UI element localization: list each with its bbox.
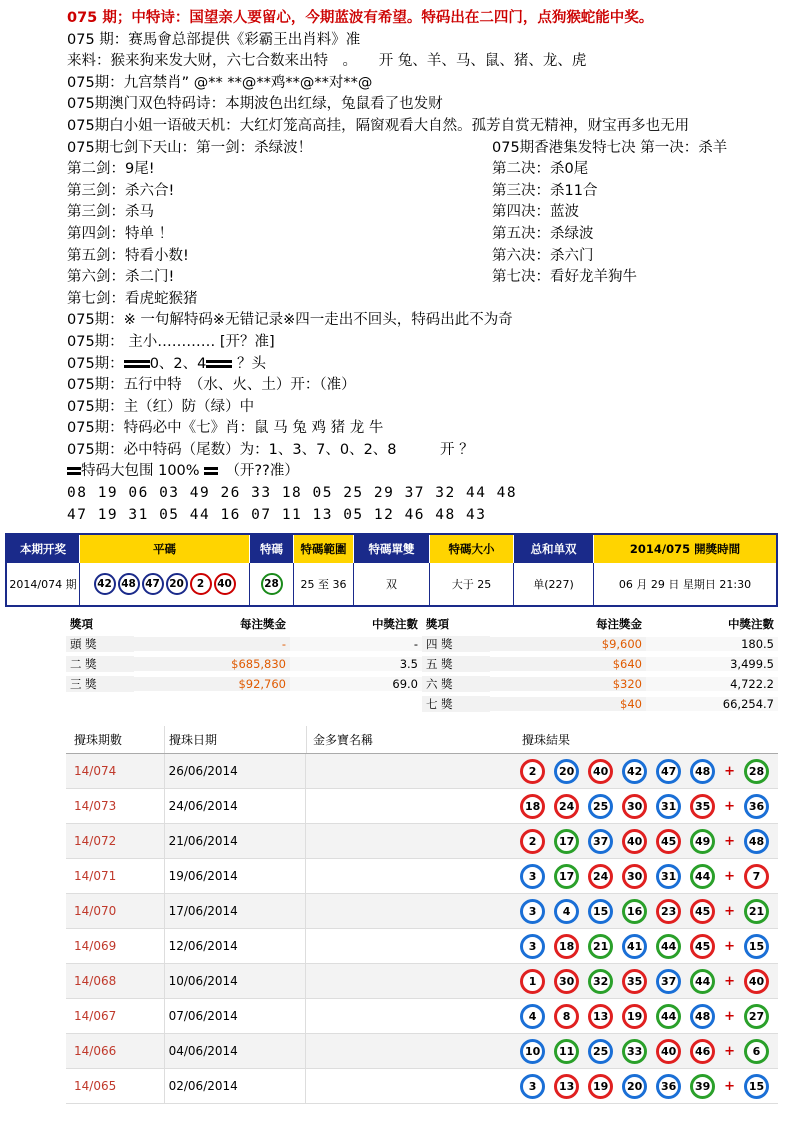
- history-date: 12/06/2014: [164, 929, 305, 963]
- table-row: [66, 1069, 778, 1104]
- ball: 48: [690, 1004, 715, 1029]
- history-date: 24/06/2014: [164, 789, 305, 823]
- bar-glyph: [67, 467, 81, 475]
- tip-left: 第五剑：特看小数!: [67, 247, 189, 264]
- special-ball-cell: [250, 563, 294, 605]
- ball: 30: [554, 969, 579, 994]
- ball: 37: [588, 829, 613, 854]
- ball: 35: [690, 794, 715, 819]
- tip-line-pair: [67, 267, 787, 289]
- history-period: 14/066: [74, 1044, 117, 1058]
- history-result: [516, 899, 778, 924]
- tip-right: 第六决：杀六门: [492, 247, 594, 264]
- ball: 2: [520, 759, 545, 784]
- prize-header: 獎項 每注獎金 中獎注數: [422, 614, 778, 634]
- tip-right: 075期香港集发特七决 第一决：杀羊: [492, 139, 728, 156]
- history-result: [516, 969, 778, 994]
- history-name: [305, 964, 516, 998]
- prize-table: [66, 614, 778, 714]
- ball: 48: [118, 573, 140, 595]
- tip-line-pair: [67, 181, 787, 203]
- header-cell: 金多寶名稱: [306, 726, 518, 753]
- sum-odd-even: 单(227): [514, 563, 594, 605]
- special-size: 大于 25: [430, 563, 514, 605]
- plus-icon: +: [724, 903, 735, 919]
- tip-line-pair: [67, 202, 787, 224]
- special-ball: 15: [744, 934, 769, 959]
- history-period: 14/072: [74, 834, 117, 848]
- history-period: 14/074: [74, 764, 117, 778]
- header-cell: 特碼大小: [430, 535, 514, 563]
- ball: 36: [656, 1074, 681, 1099]
- history-date: 07/06/2014: [164, 999, 305, 1033]
- tip-left: 第六剑：杀二门!: [67, 269, 175, 286]
- history-date: 02/06/2014: [164, 1069, 305, 1103]
- tip-line-pair: [67, 246, 787, 268]
- tip-right: 第三决：杀11合: [492, 182, 598, 199]
- ball: 30: [622, 864, 647, 889]
- special-ball: 40: [744, 969, 769, 994]
- special-ball: 6: [744, 1039, 769, 1064]
- plus-icon: +: [724, 798, 735, 814]
- ball: 3: [520, 934, 545, 959]
- tip-line: 075期澳门双色特码诗：本期波色出红绿，兔鼠看了也发财: [67, 96, 443, 113]
- ball: 3: [520, 1074, 545, 1099]
- draw-data-row: [7, 563, 776, 605]
- special-ball: 28: [744, 759, 769, 784]
- header-cell: 本期开奖: [7, 535, 80, 563]
- ball: 4: [554, 899, 579, 924]
- history-result: [516, 1074, 778, 1099]
- ball: 35: [622, 969, 647, 994]
- ball: 45: [690, 899, 715, 924]
- history-name: [305, 999, 516, 1033]
- plus-icon: +: [724, 868, 735, 884]
- prize-row: 二 獎 $685,830 3.5: [66, 654, 422, 674]
- latest-draw-table: [5, 533, 778, 607]
- prize-row: 六 獎 $320 4,722.2: [422, 674, 778, 694]
- history-header: [66, 726, 778, 754]
- ball: 25: [588, 1039, 613, 1064]
- ball: 44: [690, 864, 715, 889]
- plus-icon: +: [724, 833, 735, 849]
- history-period: 14/068: [74, 974, 117, 988]
- table-row: [66, 789, 778, 824]
- ball: 31: [656, 864, 681, 889]
- special-ball: 27: [744, 1004, 769, 1029]
- ball: 18: [520, 794, 545, 819]
- special-ball: 36: [744, 794, 769, 819]
- history-date: 21/06/2014: [164, 824, 305, 858]
- tip-line: 075期：主（红）防（绿）中: [67, 398, 255, 415]
- next-draw-time: 06 月 29 日 星期日 21:30: [618, 578, 752, 591]
- history-period: 14/067: [74, 1009, 117, 1023]
- header-cell: 特碼單雙: [354, 535, 430, 563]
- ball: 17: [554, 864, 579, 889]
- tip-line: 第七剑：看虎蛇猴猪: [67, 290, 198, 307]
- history-result: [516, 864, 778, 889]
- ball: 23: [656, 899, 681, 924]
- history-name: [305, 824, 516, 858]
- plus-icon: +: [724, 938, 735, 954]
- tip-line: 075期：※ 一句解特码※无错记录※四一走出不回头，特码出此不为奇: [67, 312, 513, 329]
- ball: 16: [622, 899, 647, 924]
- history-date: 26/06/2014: [164, 754, 305, 788]
- history-date: 17/06/2014: [164, 894, 305, 928]
- history-date: 04/06/2014: [164, 1034, 305, 1068]
- history-name: [305, 859, 516, 893]
- ball: 21: [588, 934, 613, 959]
- prize-table-right: [422, 614, 778, 714]
- ball: 46: [690, 1039, 715, 1064]
- history-period: 14/069: [74, 939, 117, 953]
- special-ball: 21: [744, 899, 769, 924]
- special-ball: 7: [744, 864, 769, 889]
- table-row: [66, 1034, 778, 1069]
- history-name: [305, 754, 516, 788]
- special-ball: 48: [744, 829, 769, 854]
- history-period: 14/071: [74, 869, 117, 883]
- history-name: [305, 1034, 516, 1068]
- ball: 42: [94, 573, 116, 595]
- special-ball: 28: [261, 573, 283, 595]
- prize-row: 七 獎 $40 66,254.7: [422, 694, 778, 714]
- plus-icon: +: [724, 1043, 735, 1059]
- history-name: [305, 929, 516, 963]
- tip-left: 第四剑：特单 ！: [67, 225, 174, 242]
- ball: 44: [656, 934, 681, 959]
- history-result: [516, 1039, 778, 1064]
- ball: 19: [588, 1074, 613, 1099]
- ball: 3: [520, 864, 545, 889]
- history-name: [305, 789, 516, 823]
- prediction-text-block: [67, 8, 787, 526]
- bar-glyph: [124, 360, 150, 368]
- history-period: 14/065: [74, 1079, 117, 1093]
- ball: 1: [520, 969, 545, 994]
- prize-row: 三 獎 $92,760 69.0: [66, 674, 422, 694]
- ball: 41: [622, 934, 647, 959]
- history-period: 14/073: [74, 799, 117, 813]
- ball: 2: [520, 829, 545, 854]
- header-cell: 攪珠結果: [522, 733, 571, 747]
- ball: 8: [554, 1004, 579, 1029]
- tip-line: 075期：五行中特 （水、火、土）开：（准）: [67, 377, 356, 394]
- ball: 32: [588, 969, 613, 994]
- ball: 24: [554, 794, 579, 819]
- plus-icon: +: [724, 763, 735, 779]
- ball: 2: [190, 573, 212, 595]
- prize-row: 四 獎 $9,600 180.5: [422, 634, 778, 654]
- ball: 3: [520, 899, 545, 924]
- prize-table-left: [66, 614, 422, 714]
- header-cell: 平碼: [80, 535, 250, 563]
- tip-right: 第二决：杀0尾: [492, 161, 589, 178]
- tip-left: 第三剑：杀六合!: [67, 182, 175, 199]
- ball: 24: [588, 864, 613, 889]
- ball: 40: [214, 573, 236, 595]
- ball: 20: [622, 1074, 647, 1099]
- ball: 40: [656, 1039, 681, 1064]
- tip-left: 第三剑：杀马: [67, 204, 154, 221]
- ball: 11: [554, 1039, 579, 1064]
- bar-glyph: [206, 360, 232, 368]
- header-cell: 2014/075 開獎時間: [594, 535, 776, 563]
- ball: 48: [690, 759, 715, 784]
- ball: 39: [690, 1074, 715, 1099]
- plus-icon: +: [724, 973, 735, 989]
- plus-icon: +: [724, 1078, 735, 1094]
- tip-line: 特码大包围 100% （开??准）: [67, 461, 787, 483]
- history-result: [516, 829, 778, 854]
- ball: 49: [690, 829, 715, 854]
- ball: 40: [622, 829, 647, 854]
- tip-line: 来料：猴来狗来发大财，六七合数来出特 。 开 兔、羊、马、鼠、猪、龙、虎: [67, 53, 587, 70]
- history-name: [305, 1069, 516, 1103]
- special-ball: 15: [744, 1074, 769, 1099]
- tip-line: 075期： 0、2、4 ？头: [67, 355, 266, 372]
- table-row: [66, 999, 778, 1034]
- number-list: 08 19 06 03 49 26 33 18 05 25 29 37 32 44 48: [67, 485, 518, 502]
- history-date: 19/06/2014: [164, 859, 305, 893]
- ball: 30: [622, 794, 647, 819]
- ball: 25: [588, 794, 613, 819]
- special-range: 25 至 36: [294, 563, 354, 605]
- plus-icon: +: [724, 1008, 735, 1024]
- header-cell: 攪珠日期: [164, 726, 306, 753]
- ball: 45: [690, 934, 715, 959]
- prize-row: 五 獎 $640 3,499.5: [422, 654, 778, 674]
- history-period: 14/070: [74, 904, 117, 918]
- tip-left: 075期七剑下天山：第一剑：杀绿波！: [67, 139, 313, 156]
- prize-row: 頭 獎 - -: [66, 634, 422, 654]
- tip-line-pair: [67, 159, 787, 181]
- table-row: [66, 754, 778, 789]
- tip-right: 第五决：杀绿波: [492, 225, 594, 242]
- ball: 47: [656, 759, 681, 784]
- table-row: [66, 894, 778, 929]
- ball: 4: [520, 1004, 545, 1029]
- draw-history-table: [66, 726, 778, 1104]
- ball: 20: [166, 573, 188, 595]
- ball: 20: [554, 759, 579, 784]
- table-row: [66, 859, 778, 894]
- ball: 19: [622, 1004, 647, 1029]
- tip-line: 075期：必中特码（尾数）为：1、3、7、0、2、8 开 ？: [67, 441, 474, 458]
- history-result: [516, 759, 778, 784]
- ball: 42: [622, 759, 647, 784]
- header-cell: 特碼: [250, 535, 294, 563]
- tip-line: 075期白小姐一语破天机：大红灯笼高高挂，隔窗观看大自然。孤芳自赏无精神，财宝再多也无用: [67, 117, 690, 134]
- ball: 44: [690, 969, 715, 994]
- ball: 17: [554, 829, 579, 854]
- history-result: [516, 934, 778, 959]
- draw-period: 2014/074 期: [7, 563, 80, 605]
- tip-right: 第七决：看好龙羊狗牛: [492, 269, 637, 286]
- table-row: [66, 824, 778, 859]
- history-name: [305, 894, 516, 928]
- ball: 13: [588, 1004, 613, 1029]
- header-cell: 特碼範圍: [294, 535, 354, 563]
- ball: 18: [554, 934, 579, 959]
- ball: 15: [588, 899, 613, 924]
- header-cell: 总和单双: [514, 535, 594, 563]
- tip-line-pair: [67, 224, 787, 246]
- table-row: [66, 964, 778, 999]
- bar-glyph: [204, 467, 218, 475]
- ball: 37: [656, 969, 681, 994]
- number-list: 47 19 31 05 44 16 07 11 13 05 12 46 48 43: [67, 506, 487, 523]
- ball: 10: [520, 1039, 545, 1064]
- history-result: [516, 794, 778, 819]
- ball: 47: [142, 573, 164, 595]
- tip-line: 075期：九宫禁肖” @** **@**鸡**@**对**@: [67, 74, 373, 91]
- draw-header-row: [7, 535, 776, 563]
- history-rows: [66, 754, 778, 1104]
- ball: 31: [656, 794, 681, 819]
- ball: 44: [656, 1004, 681, 1029]
- header-poem-line: 075 期；中特诗：国望亲人要留心，今期蓝波有希望。特码出在二四门，点狗猴蛇能中奖。: [67, 10, 654, 26]
- tip-left: 第二剑：9尾!: [67, 161, 155, 178]
- ball: 13: [554, 1074, 579, 1099]
- special-odd-even: 双: [354, 563, 430, 605]
- header-cell: 攪珠期數: [74, 733, 123, 747]
- prize-header: 獎項 每注獎金 中獎注數: [66, 614, 422, 634]
- ball: 33: [622, 1039, 647, 1064]
- tip-line: 075 期：赛馬會总部提供《彩霸王出肖料》准: [67, 31, 361, 48]
- ball: 40: [588, 759, 613, 784]
- tip-line: 075期：特码必中《七》肖：鼠 马 兔 鸡 猪 龙 牛: [67, 420, 384, 437]
- table-row: [66, 929, 778, 964]
- history-result: [516, 1004, 778, 1029]
- tip-line-pair: [67, 138, 787, 160]
- tip-line: 075期： 主小………… [开？准]: [67, 333, 275, 350]
- history-date: 10/06/2014: [164, 964, 305, 998]
- tip-right: 第四决：蓝波: [492, 204, 579, 221]
- ball: 45: [656, 829, 681, 854]
- regular-balls: [80, 563, 250, 605]
